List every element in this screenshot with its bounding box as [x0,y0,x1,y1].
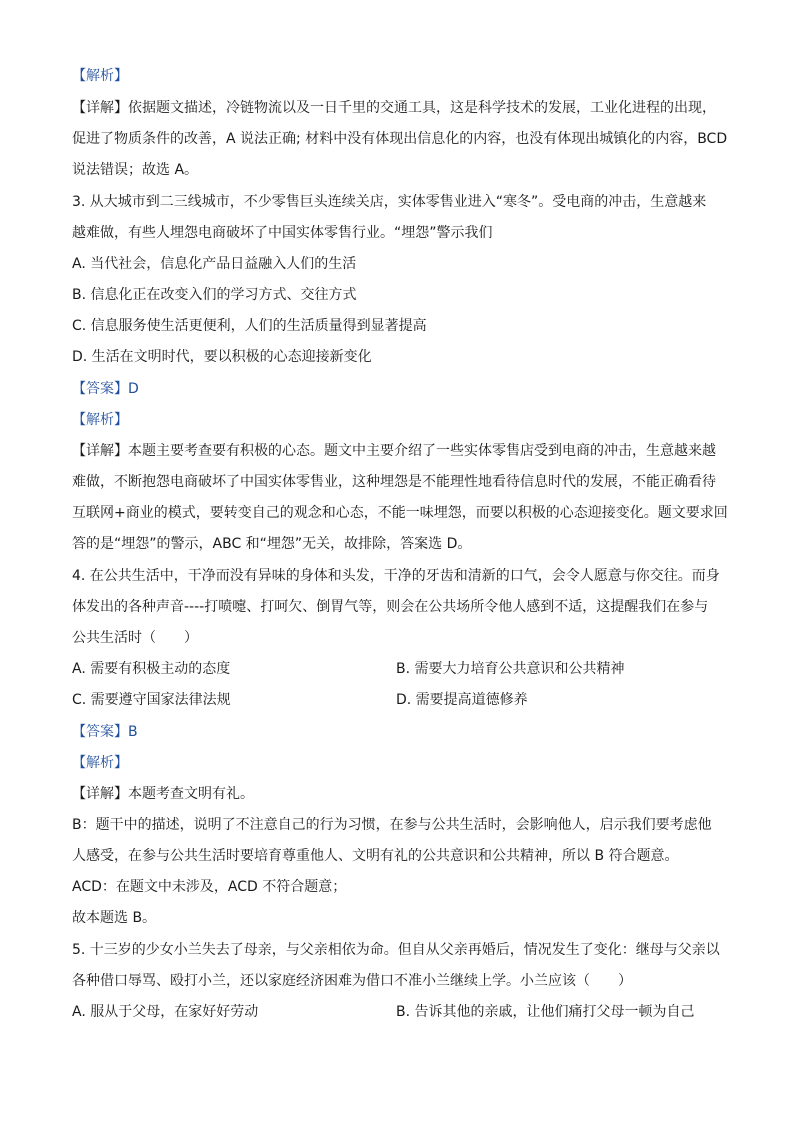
question-stem: 5. 十三岁的少女小兰失去了母亲，与父亲相依为命。但自从父亲再婚后，情况发生了变化：继母与父亲以 [72,942,720,958]
option-a: A. 当代社会，信息化产品日益融入人们的生活 [72,256,357,272]
option-c: C. 需要遵守国家法律法规 [72,692,231,708]
detail-line: 难做，不断抱怨电商破坏了中国实体零售业，这种埋怨是不能理性地看待信息时代的发展，不能正确看待 [72,474,716,490]
detail-line: 互联网+商业的模式，要转变自己的观念和心态，不能一味埋怨，而要以积极的心态迎接变化。题文要求回 [72,505,728,521]
option-a: A. 服从于父母，在家好好劳动 [72,1004,259,1020]
answer-label: 【答案】D [72,381,139,397]
question-stem: 越难做，有些人埋怨电商破坏了中国实体零售行业。“埋怨”警示我们 [72,225,493,241]
detail-line: B：题干中的描述，说明了不注意自己的行为习惯，在参与公共生活时，会影响他人，启示我们要考虑他 [72,817,712,833]
question-stem: 公共生活时（ ） [72,630,198,646]
detail-line: 【详解】依据题文描述，冷链物流以及一日千里的交通工具，这是科学技术的发展，工业化进程的出现， [72,100,716,116]
analysis-label: 【解析】 [72,68,128,84]
question-stem: 3. 从大城市到二三线城市，不少零售巨头连续关店，实体零售业进入“寒冬”。受电商的冲击，生意越来 [72,194,707,210]
option-a: A. 需要有积极主动的态度 [72,661,231,677]
option-d: D. 生活在文明时代，要以积极的心态迎接新变化 [72,349,372,365]
analysis-label: 【解析】 [72,412,128,428]
detail-line: 【详解】本题考查文明有礼。 [72,786,254,802]
detail-line: 促进了物质条件的改善，A 说法正确; 材料中没有体现出信息化的内容，也没有体现出城镇化的内容，BCD [72,131,728,147]
question-stem: 各种借口辱骂、殴打小兰，还以家庭经济困难为借口不准小兰继续上学。小兰应该（ ） [72,973,632,989]
option-b: B. 告诉其他的亲戚，让他们痛打父母一顿为自己 [396,1004,695,1020]
detail-line: 【详解】本题主要考查要有积极的心态。题文中主要介绍了一些实体零售店受到电商的冲击，生意越来越 [72,443,716,459]
detail-line: 故本题选 B。 [72,910,157,926]
detail-line: ACD：在题文中未涉及，ACD 不符合题意； [72,879,347,895]
option-b: B. 信息化正在改变入们的学习方式、交往方式 [72,287,357,303]
question-stem: 4. 在公共生活中，干净而没有异味的身体和头发，干净的牙齿和清新的口气，会令人愿意与你交往。而身 [72,568,720,584]
option-d: D. 需要提高道德修养 [396,692,528,708]
detail-line: 人感受，在参与公共生活时要培育尊重他人、文明有礼的公共意识和公共精神，所以 B 符合题意。 [72,848,679,864]
option-c: C. 信息服务使生活更便利，人们的生活质量得到显著提高 [72,318,427,334]
detail-line: 答的是“埋怨”的警示，ABC 和“埋怨”无关，故排除，答案选 D。 [72,536,472,552]
answer-label: 【答案】B [72,724,138,740]
option-b: B. 需要大力培育公共意识和公共精神 [396,661,625,677]
question-stem: 体发出的各种声音----打喷嚏、打呵欠、倒胃气等，则会在公共场所令他人感到不适，这提醒我们在参与 [72,599,709,615]
detail-line: 说法错误；故选 A。 [72,162,199,178]
analysis-label: 【解析】 [72,755,128,771]
